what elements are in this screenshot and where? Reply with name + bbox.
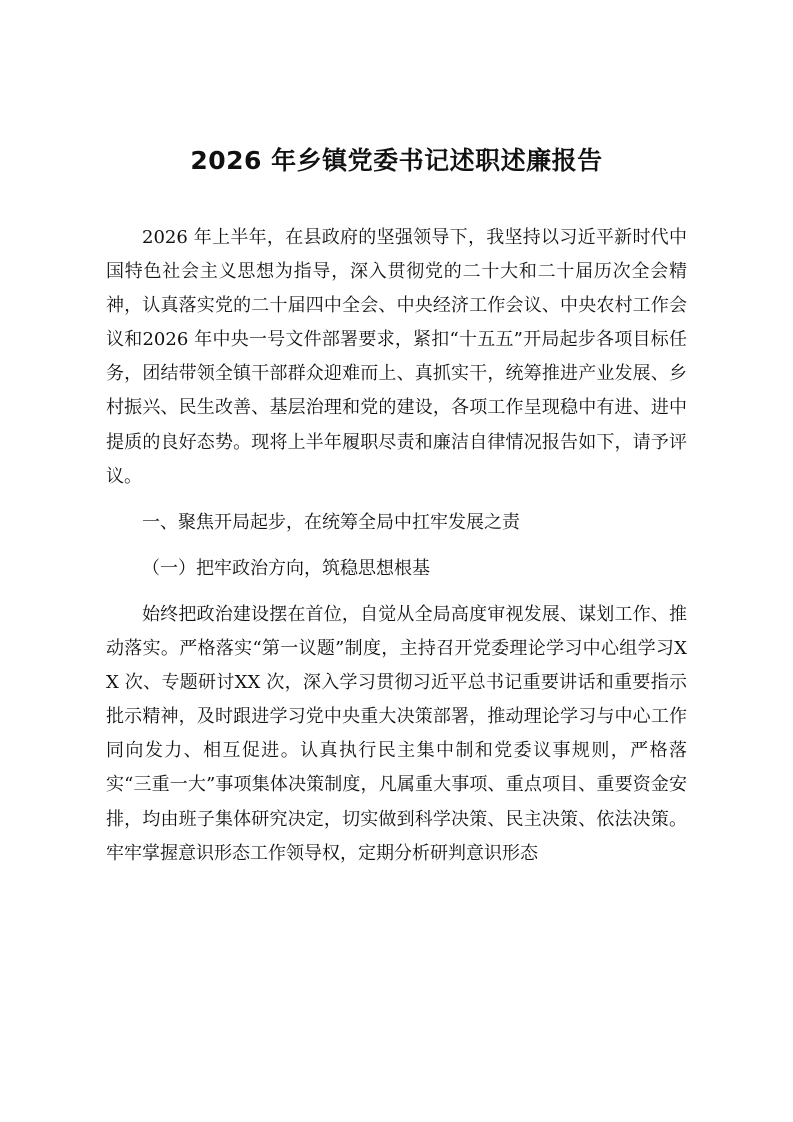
paragraph-gap bbox=[106, 494, 687, 506]
document-title: 2026 年乡镇党委书记述职述廉报告 bbox=[190, 146, 603, 175]
paragraph-gap bbox=[106, 586, 687, 598]
subsection-heading: （一）把牢政治方向，筑稳思想根基 bbox=[142, 557, 430, 579]
paragraph-gap bbox=[106, 540, 687, 552]
document-body bbox=[106, 221, 687, 871]
intro-paragraph: 2026 年上半年，在县政府的坚强领导下，我坚持以习近平新时代中国特色社会主义思想为指导，深入贯彻党的二十大和二十届历次全会精神，认真落实党的二十届四中全会、中央经济工作会议、中央农村工作会议和2026 年中央一号文件部署要求，紧扣“十五五”开局起步各项目标任务，团结带领全镇干部群众迎难而上、真抓实干，统筹推进产业发展、乡村振兴、民生改善、基层治理和党的建设，各项工作呈现稳中有进、进中提质的良好态势。现将上半年履职尽责和廉洁自律情况报告如下，请予评议。 bbox=[106, 227, 687, 487]
subsection-paragraph: 始终把政治建设摆在首位，自觉从全局高度审视发展、谋划工作、推动落实。严格落实“第一议题”制度，主持召开党委理论学习中心组学习XX 次、专题研讨XX 次，深入学习贯彻习近平总书记重要讲话和重要指示批示精神，及时跟进学习党中央重大决策部署，推动理论学习与中心工作同向发力、相互促进。认真执行民主集中制和党委议事规则，严格落实“三重一大”事项集体决策制度，凡属重大事项、重点项目、重要资金安排，均由班子集体研究决定，切实做到科学决策、民主决策、依法决策。牢牢掌握意识形态工作领导权，定期分析研判意识形态 bbox=[106, 603, 687, 864]
section-heading: 一、聚焦开局起步，在统筹全局中扛牢发展之责 bbox=[142, 511, 520, 533]
